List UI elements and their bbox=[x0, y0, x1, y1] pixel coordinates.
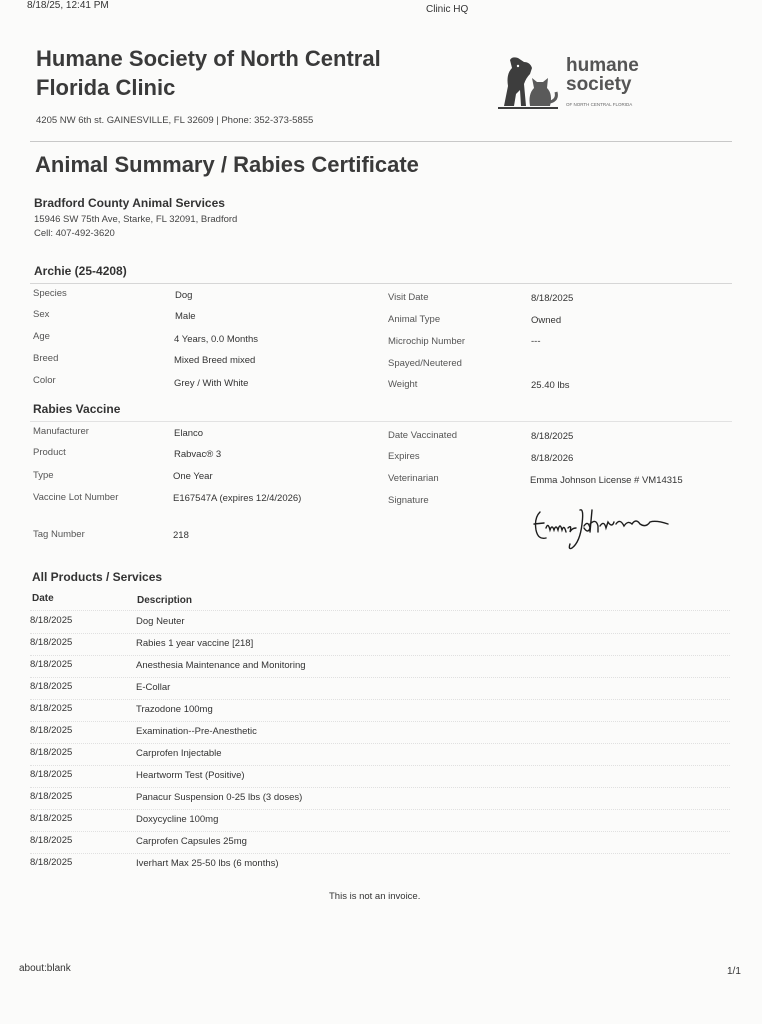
product-row-date: 8/18/2025 bbox=[30, 681, 73, 692]
product-row-description: Carprofen Capsules 25mg bbox=[136, 836, 247, 847]
products-heading: All Products / Services bbox=[32, 570, 163, 584]
age-label: Age bbox=[33, 331, 50, 342]
product-row-divider bbox=[30, 721, 730, 722]
animal-type-value: Owned bbox=[531, 315, 562, 326]
product-row-description: Dog Neuter bbox=[136, 616, 185, 627]
product-row-divider bbox=[30, 787, 730, 788]
product-row-divider bbox=[30, 677, 730, 678]
product-row-description: Trazodone 100mg bbox=[136, 704, 213, 715]
date-vaccinated-value: 8/18/2025 bbox=[531, 431, 574, 442]
microchip-label: Microchip Number bbox=[388, 336, 466, 347]
invoice-note: This is not an invoice. bbox=[329, 891, 421, 902]
product-row-divider bbox=[30, 743, 730, 744]
breed-label: Breed bbox=[33, 353, 59, 364]
product-row-divider bbox=[30, 853, 730, 854]
tag-number-label: Tag Number bbox=[33, 529, 85, 540]
owner-name: Bradford County Animal Services bbox=[34, 196, 225, 210]
visit-date-value: 8/18/2025 bbox=[531, 293, 574, 304]
spayed-neutered-label: Spayed/Neutered bbox=[388, 358, 462, 369]
product-row-divider bbox=[30, 655, 730, 656]
print-datetime: 8/18/25, 12:41 PM bbox=[27, 0, 109, 11]
microchip-value: --- bbox=[531, 336, 541, 347]
product-row-description: Anesthesia Maintenance and Monitoring bbox=[136, 660, 306, 671]
date-vaccinated-label: Date Vaccinated bbox=[388, 430, 458, 441]
sex-value: Male bbox=[175, 311, 196, 322]
weight-value: 25.40 lbs bbox=[531, 380, 570, 391]
type-label: Type bbox=[33, 470, 54, 481]
signature-label: Signature bbox=[388, 495, 429, 506]
product-row-date: 8/18/2025 bbox=[30, 791, 73, 802]
weight-label: Weight bbox=[388, 379, 418, 390]
products-header-divider bbox=[30, 610, 730, 611]
veterinarian-label: Veterinarian bbox=[388, 473, 439, 484]
product-row-divider bbox=[30, 765, 730, 766]
logo-text-society: society bbox=[566, 74, 632, 95]
humane-society-logo bbox=[496, 50, 656, 112]
type-value: One Year bbox=[173, 471, 213, 482]
product-value: Rabvac® 3 bbox=[174, 449, 222, 460]
product-row-description: E-Collar bbox=[136, 682, 171, 693]
product-row-divider bbox=[30, 831, 730, 832]
expires-label: Expires bbox=[388, 451, 420, 462]
document-title: Animal Summary / Rabies Certificate bbox=[35, 152, 419, 177]
product-row-date: 8/18/2025 bbox=[30, 857, 73, 868]
products-col-date: Date bbox=[32, 593, 54, 604]
product-row-description: Heartworm Test (Positive) bbox=[136, 770, 245, 781]
logo-text-humane: humane bbox=[566, 55, 639, 76]
dog-cat-icon bbox=[496, 50, 562, 112]
product-row-date: 8/18/2025 bbox=[30, 769, 73, 780]
manufacturer-value: Elanco bbox=[174, 428, 204, 439]
age-value: 4 Years, 0.0 Months bbox=[174, 334, 258, 345]
product-row-description: Examination--Pre-Anesthetic bbox=[136, 726, 257, 737]
owner-phone: Cell: 407-492-3620 bbox=[34, 228, 115, 239]
tag-number-value: 218 bbox=[173, 530, 189, 541]
product-row-date: 8/18/2025 bbox=[30, 703, 73, 714]
lot-number-value: E167547A (expires 12/4/2026) bbox=[173, 493, 302, 504]
logo-subtitle: OF NORTH CENTRAL FLORIDA bbox=[566, 102, 633, 107]
product-row-date: 8/18/2025 bbox=[30, 615, 73, 626]
color-value: Grey / With White bbox=[174, 378, 249, 389]
lot-number-label: Vaccine Lot Number bbox=[33, 492, 119, 503]
header-divider bbox=[30, 141, 732, 142]
product-row-date: 8/18/2025 bbox=[30, 725, 73, 736]
product-row-divider bbox=[30, 809, 730, 810]
product-row-date: 8/18/2025 bbox=[30, 637, 73, 648]
product-row-divider bbox=[30, 699, 730, 700]
product-row-date: 8/18/2025 bbox=[30, 659, 73, 670]
product-row-description: Doxycycline 100mg bbox=[136, 814, 219, 825]
expires-value: 8/18/2026 bbox=[531, 453, 574, 464]
print-page-number: 1/1 bbox=[727, 966, 741, 977]
product-row-description: Carprofen Injectable bbox=[136, 748, 222, 759]
rabies-heading: Rabies Vaccine bbox=[33, 402, 121, 416]
clinic-address: 4205 NW 6th st. GAINESVILLE, FL 32609 | Phone: 352-373-5855 bbox=[36, 115, 314, 126]
print-url: about:blank bbox=[19, 963, 71, 974]
visit-date-label: Visit Date bbox=[388, 292, 429, 303]
print-page-title: Clinic HQ bbox=[426, 4, 469, 15]
product-row-description: Panacur Suspension 0-25 lbs (3 doses) bbox=[136, 792, 303, 803]
product-row-date: 8/18/2025 bbox=[30, 813, 73, 824]
product-label: Product bbox=[33, 447, 66, 458]
clinic-name: Humane Society of North Central Florida Clinic bbox=[36, 46, 381, 100]
products-col-description: Description bbox=[137, 595, 193, 606]
manufacturer-label: Manufacturer bbox=[33, 426, 89, 437]
product-row-date: 8/18/2025 bbox=[30, 747, 73, 758]
veterinarian-value: Emma Johnson License # VM14315 bbox=[530, 475, 683, 486]
species-value: Dog bbox=[175, 290, 193, 301]
sex-label: Sex bbox=[33, 309, 50, 320]
product-row-divider bbox=[30, 633, 730, 634]
animal-divider bbox=[30, 283, 732, 284]
animal-heading: Archie (25-4208) bbox=[34, 264, 127, 278]
product-row-description: Iverhart Max 25-50 lbs (6 months) bbox=[136, 858, 279, 869]
animal-type-label: Animal Type bbox=[388, 314, 441, 325]
breed-value: Mixed Breed mixed bbox=[174, 355, 256, 366]
species-label: Species bbox=[33, 288, 67, 299]
owner-address: 15946 SW 75th Ave, Starke, FL 32091, Bradford bbox=[34, 214, 238, 225]
rabies-divider bbox=[30, 421, 732, 422]
color-label: Color bbox=[33, 375, 56, 386]
product-row-date: 8/18/2025 bbox=[30, 835, 73, 846]
veterinarian-signature bbox=[528, 498, 678, 562]
product-row-description: Rabies 1 year vaccine [218] bbox=[136, 638, 254, 649]
